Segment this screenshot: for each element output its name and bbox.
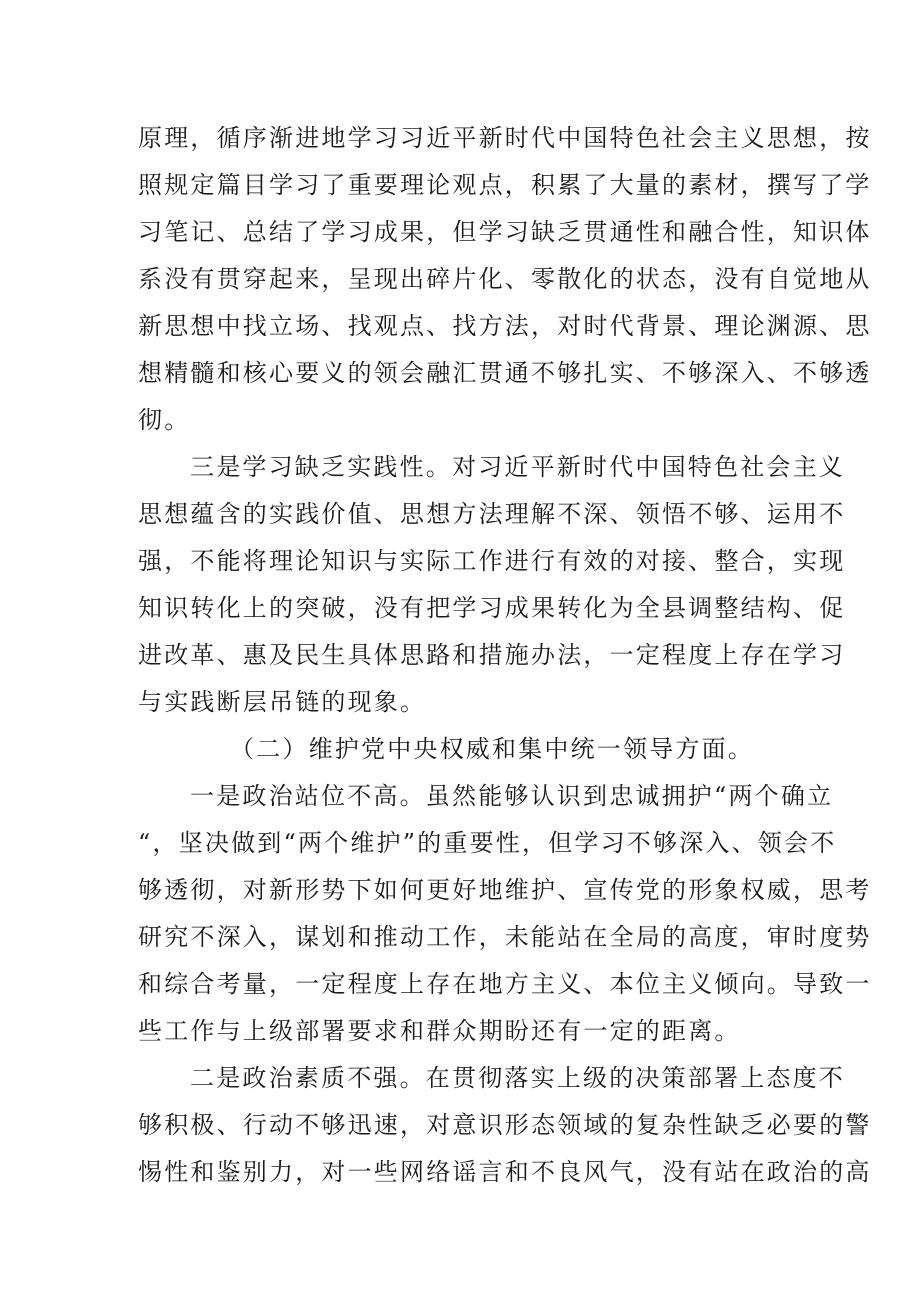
paragraph-3-line-2: “，坚决做到“两个维护”的重要性，但学习不够深入、领会不	[138, 829, 837, 857]
section-heading: （二）维护党中央权威和集中统一领导方面。	[230, 735, 754, 763]
paragraph-4-line-3: 惕性和鉴别力，对一些网络谣言和不良风气，没有站在政治的高	[138, 1158, 872, 1186]
paragraph-2-line-6: 与实践断层吊链的现象。	[138, 688, 427, 716]
paragraph-1-line-3: 习笔记、总结了学习成果，但学习缺乏贯通性和融合性，知识体	[138, 218, 872, 246]
paragraph-2-line-2: 思想蕴含的实践价值、思想方法理解不深、领悟不够、运用不	[138, 500, 846, 528]
paragraph-2-line-3: 强，不能将理论知识与实际工作进行有效的对接、整合，实现	[138, 547, 846, 575]
paragraph-3-line-4: 研究不深入，谋划和推动工作，未能站在全局的高度，审时度势	[138, 923, 872, 951]
paragraph-4-line-2: 够积极、行动不够迅速，对意识形态领域的复杂性缺乏必要的警	[138, 1111, 872, 1139]
paragraph-3-line-3: 够透彻，对新形势下如何更好地维护、宣传党的形象权威，思考	[138, 876, 872, 904]
paragraph-2-line-5: 进改革、惠及民生具体思路和措施办法，一定程度上存在学习	[138, 641, 846, 669]
paragraph-2-line-4: 知识转化上的突破，没有把学习成果转化为全县调整结构、促	[138, 594, 846, 622]
paragraph-3-line-6: 些工作与上级部署要求和群众期盼还有一定的距离。	[138, 1017, 741, 1045]
paragraph-3-line-5: 和综合考量，一定程度上存在地方主义、本位主义倾向。导致一	[138, 970, 872, 998]
paragraph-1-line-6: 想精髓和核心要义的领会融汇贯通不够扎实、不够深入、不够透	[138, 359, 872, 387]
paragraph-4-line-1: 二是政治素质不强。在贯彻落实上级的决策部署上态度不	[190, 1064, 845, 1092]
paragraph-1-line-4: 系没有贯穿起来，呈现出碎片化、零散化的状态，没有自觉地从	[138, 265, 872, 293]
paragraph-1-line-2: 照规定篇目学习了重要理论观点，积累了大量的素材，撰写了学	[138, 171, 872, 199]
paragraph-1-line-1: 原理，循序渐进地学习习近平新时代中国特色社会主义思想，按	[138, 124, 872, 152]
paragraph-1-line-7: 彻。	[138, 406, 191, 434]
paragraph-3-line-1: 一是政治站位不高。虽然能够认识到忠诚拥护“两个确立	[190, 782, 834, 810]
paragraph-1-line-5: 新思想中找立场、找观点、找方法，对时代背景、理论渊源、思	[138, 312, 872, 340]
paragraph-2-line-1: 三是学习缺乏实践性。对习近平新时代中国特色社会主义	[190, 453, 845, 481]
